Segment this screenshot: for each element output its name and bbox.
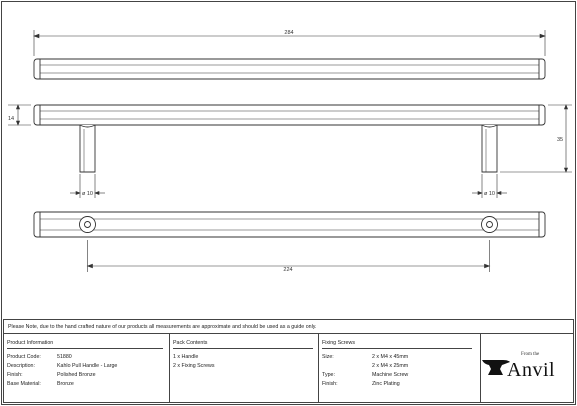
projection-label: 35 bbox=[556, 137, 564, 143]
row-label: Finish: bbox=[322, 381, 338, 387]
row-label: Product Code: bbox=[7, 354, 41, 360]
product-code-row bbox=[7, 354, 72, 360]
product-information-heading: Product Information bbox=[7, 340, 54, 346]
screw-type-row bbox=[322, 372, 408, 378]
bar-height-dimension bbox=[8, 105, 31, 125]
row-value: Machine Screw bbox=[372, 372, 409, 378]
fixing-screws-heading: Fixing Screws bbox=[322, 340, 355, 346]
screw-size-row-2 bbox=[322, 363, 408, 369]
bar-height-label: 14 bbox=[7, 116, 15, 122]
finish-row bbox=[7, 372, 96, 378]
info-panel bbox=[3, 319, 574, 403]
row-value: 2 x M4 x 45mm bbox=[372, 354, 409, 360]
pack-item: 1 x Handle bbox=[173, 354, 199, 360]
fixing-screws-column bbox=[319, 334, 479, 402]
row-label: Finish: bbox=[7, 372, 23, 378]
row-label: Base Material: bbox=[7, 381, 41, 387]
row-value: 2 x M4 x 25mm bbox=[372, 363, 409, 369]
centres-label: 224 bbox=[283, 267, 293, 273]
column-rule bbox=[322, 348, 472, 349]
top-view bbox=[34, 59, 545, 79]
row-value: Zinc Plating bbox=[372, 381, 400, 387]
right-diameter-label: ø 10 bbox=[483, 191, 496, 197]
pack-item: 2 x Fixing Screws bbox=[173, 363, 215, 369]
logo-wordmark: Anvil bbox=[507, 359, 556, 381]
pack-contents-column bbox=[170, 334, 318, 402]
overall-length-label: 284 bbox=[284, 30, 294, 36]
screw-size-row bbox=[322, 354, 408, 360]
left-diameter-label: ø 10 bbox=[81, 191, 94, 197]
row-label: Type: bbox=[322, 372, 335, 378]
bottom-view bbox=[34, 212, 545, 237]
brand-logo bbox=[481, 345, 569, 395]
base-material-row bbox=[7, 381, 74, 387]
row-value: Polished Bronze bbox=[57, 372, 96, 378]
row-value: Bronze bbox=[57, 381, 74, 387]
left-fixing-hole bbox=[80, 217, 96, 233]
column-rule bbox=[173, 348, 313, 349]
product-information-column bbox=[4, 334, 169, 402]
pack-contents-heading: Pack Contents bbox=[173, 340, 208, 346]
row-label: Size: bbox=[322, 354, 334, 360]
right-fixing-hole bbox=[482, 217, 498, 233]
row-value: Kahlo Pull Handle - Large bbox=[57, 363, 118, 369]
side-view bbox=[34, 105, 545, 172]
description-row bbox=[7, 363, 117, 369]
row-value: 51880 bbox=[57, 354, 72, 360]
row-label: Description: bbox=[7, 363, 35, 369]
logo-small-text: From the bbox=[521, 352, 540, 357]
screw-finish-row bbox=[322, 381, 400, 387]
disclaimer-note: Please Note, due to the hand crafted nature of our products all measurements are approximate and should be used as a guide only. bbox=[4, 320, 573, 334]
column-rule bbox=[7, 348, 163, 349]
